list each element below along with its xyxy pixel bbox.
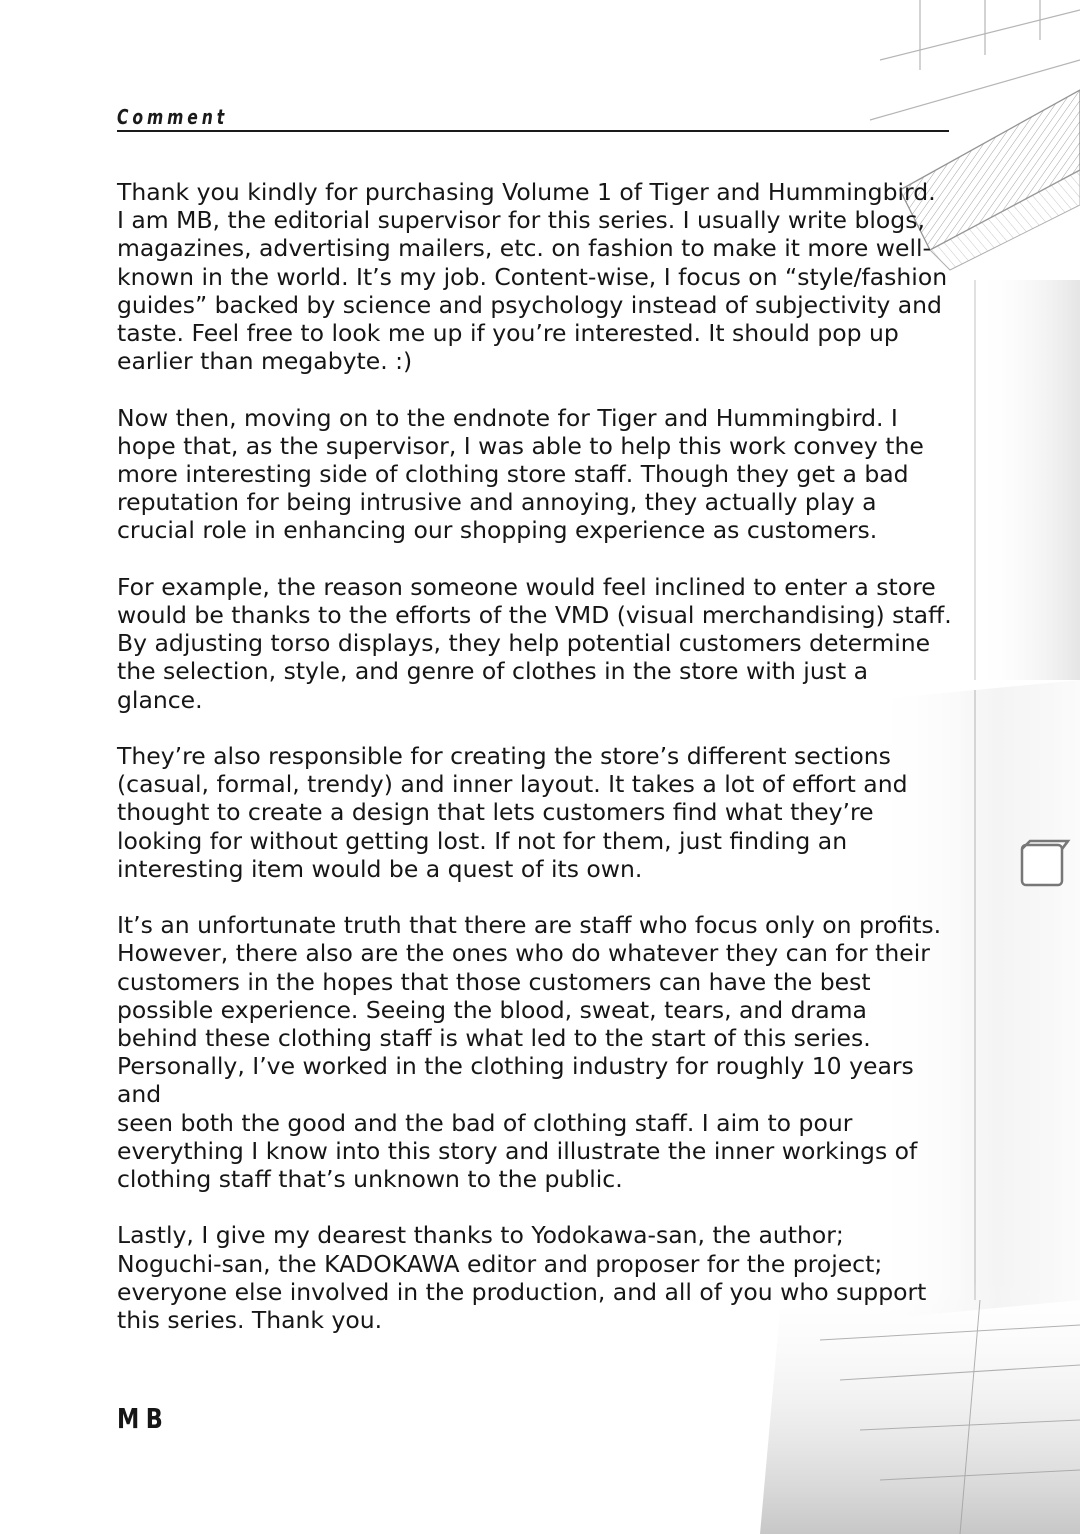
paragraph-staff: It’s an unfortunate truth that there are staff who focus only on profits. However, there also are the ones who do whatever they can for their customers in the hopes that those customers can have the best possible experience. Seeing the blood, sweat, tears, and drama behind these clothing staff is what led to the start of this series. Personally, I’ve worked in the clothing industry for roughly 10 years and seen both the good and the bad of clothing staff. I aim to pour everything I know into this story and illustrate the inner workings of clothing staff that’s unknown to the public.: [117, 911, 942, 1194]
paragraph-intro: Thank you kindly for purchasing Volume 1 of Tiger and Hummingbird. I am MB, the editorial supervisor for this series. I usually write blogs, magazines, advertising mailers, etc. on fashion to make it more well- known in the world. It’s my job. Content-wise, I focus on “style/fashion guides” backed by science and psychology instead of subjectivity and taste. Feel free to look me up if you’re interested. It should pop up earlier than megabyte. :): [117, 178, 948, 376]
wall-box: [1022, 841, 1068, 885]
paragraph-layout: They’re also responsible for creating the store’s different sections (casual, formal, trendy) and inner layout. It takes a lot of effort and thought to create a design that lets customers find what they’re looking for without getting lost. If not for them, just finding an interesting item would be a quest of its own.: [117, 742, 908, 883]
header-divider: [117, 130, 949, 132]
paragraph-vmd: For example, the reason someone would feel inclined to enter a store would be thanks to the efforts of the VMD (visual merchandising) staff. By adjusting torso displays, they help potential customers determine the selection, style, and genre of clothes in the store with just a glance.: [117, 572, 952, 714]
author-signature: MB: [117, 1402, 170, 1435]
comment-header: [117, 104, 949, 134]
paragraph-endnote: Now then, moving on to the endnote for Tiger and Hummingbird. I hope that, as the supervisor, I was able to help this work convey the more interesting side of clothing store staff. Though they get a bad reputation for being intrusive and annoying, they actually play a crucial role in enhancing our shopping experience as customers.: [117, 403, 924, 545]
facade-lines: [870, 0, 1080, 120]
paragraph-thanks: Lastly, I give my dearest thanks to Yodokawa-san, the author; Noguchi-san, the KADOKAWA editor and proposer for the project; everyone else involved in the production, and all of you who support this series. Thank you.: [117, 1221, 927, 1335]
section-title: Comment: [117, 105, 229, 129]
afterword-body: [117, 178, 957, 1362]
